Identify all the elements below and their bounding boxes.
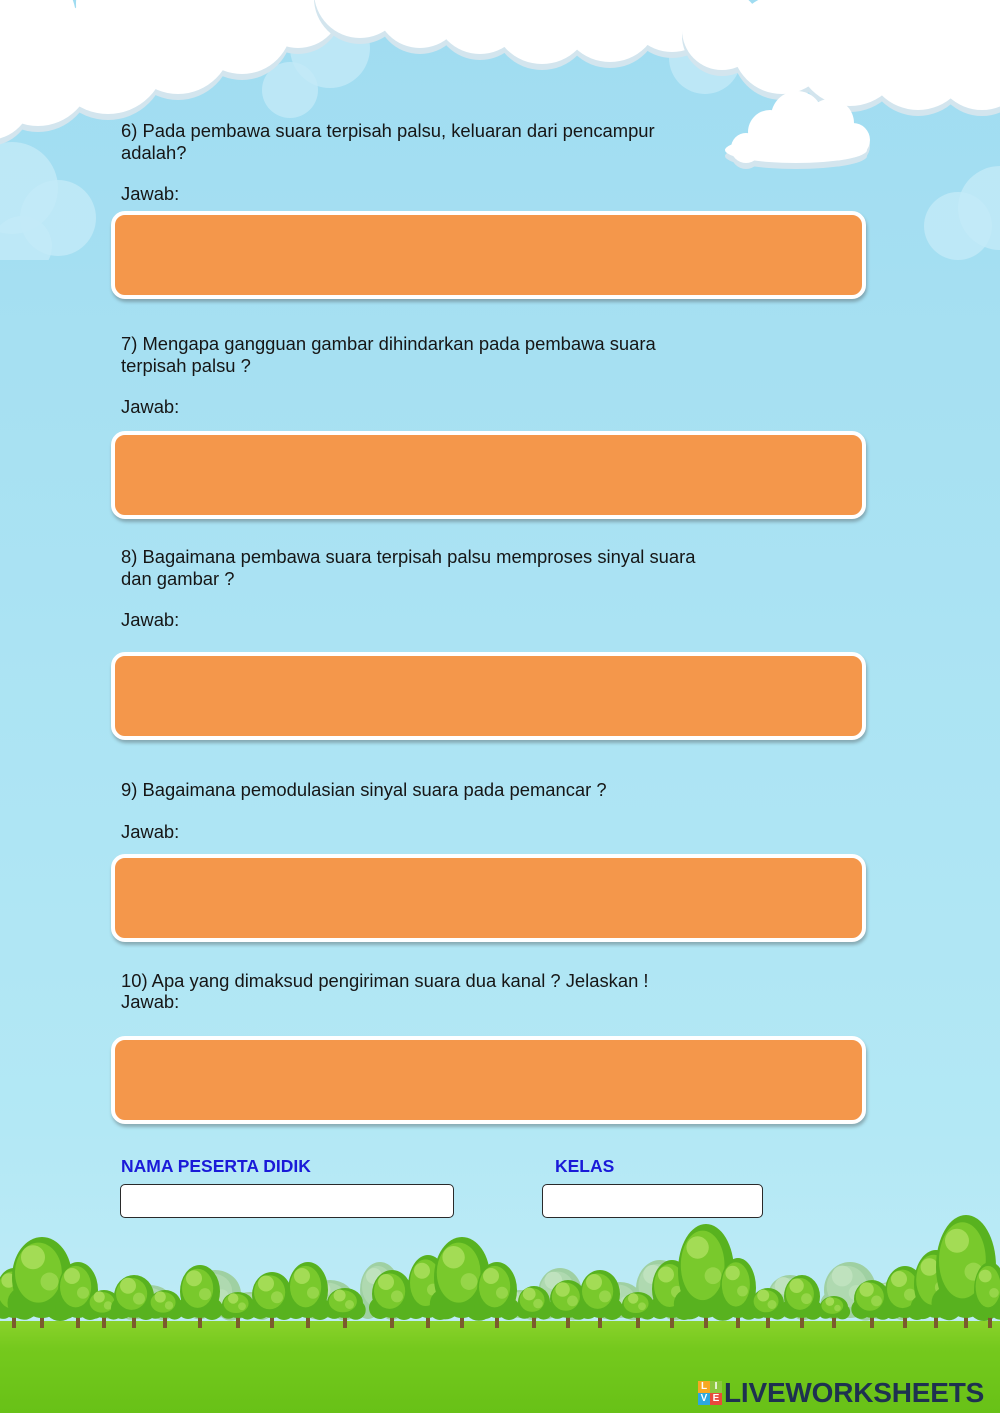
question-10-answer-box[interactable] <box>111 1036 866 1124</box>
liveworksheets-logo <box>698 1377 984 1409</box>
question-8-answer-box[interactable] <box>111 652 866 740</box>
question-9-answer-box[interactable] <box>111 854 866 942</box>
cloud <box>314 0 718 70</box>
question-7-text: 7) Mengapa gangguan gambar dihindarkan pada pembawa suara terpisah palsu ? <box>121 333 656 376</box>
logo-tile-l: L <box>698 1381 710 1393</box>
student-name-label: NAMA PESERTA DIDIK <box>121 1156 311 1176</box>
student-class-label: KELAS <box>555 1156 615 1176</box>
tree <box>577 1270 623 1328</box>
logo-tile-e: E <box>710 1393 722 1405</box>
question-9-text: 9) Bagaimana pemodulasian sinyal suara pada pemancar ? <box>121 779 607 800</box>
question-6-answer-box[interactable] <box>111 211 866 299</box>
student-class-input[interactable] <box>542 1184 763 1218</box>
liveworksheets-icon <box>698 1381 722 1405</box>
logo-tile-v: V <box>698 1393 710 1405</box>
question-7-answer-box[interactable] <box>111 431 866 519</box>
question-8-answer-label: Jawab: <box>121 609 180 630</box>
question-10-text: 10) Apa yang dimaksud pengiriman suara dua kanal ? Jelaskan ! <box>121 970 649 991</box>
question-8-text: 8) Bagaimana pembawa suara terpisah palsu memproses sinyal suara dan gambar ? <box>121 546 696 589</box>
question-10-answer-label: Jawab: <box>121 991 180 1012</box>
liveworksheets-wordmark: LIVEWORKSHEETS <box>724 1377 985 1408</box>
question-7-answer-label: Jawab: <box>121 396 180 417</box>
tree <box>818 1296 850 1328</box>
tree <box>249 1272 295 1328</box>
cloud <box>682 0 1000 116</box>
student-name-input[interactable] <box>120 1184 454 1218</box>
logo-tile-i: I <box>710 1381 722 1393</box>
question-6-answer-label: Jawab: <box>121 183 180 204</box>
tree <box>285 1262 331 1328</box>
question-6-text: 6) Pada pembawa suara terpisah palsu, keluaran dari pencampur adalah? <box>121 120 655 163</box>
question-9-answer-label: Jawab: <box>121 821 180 842</box>
